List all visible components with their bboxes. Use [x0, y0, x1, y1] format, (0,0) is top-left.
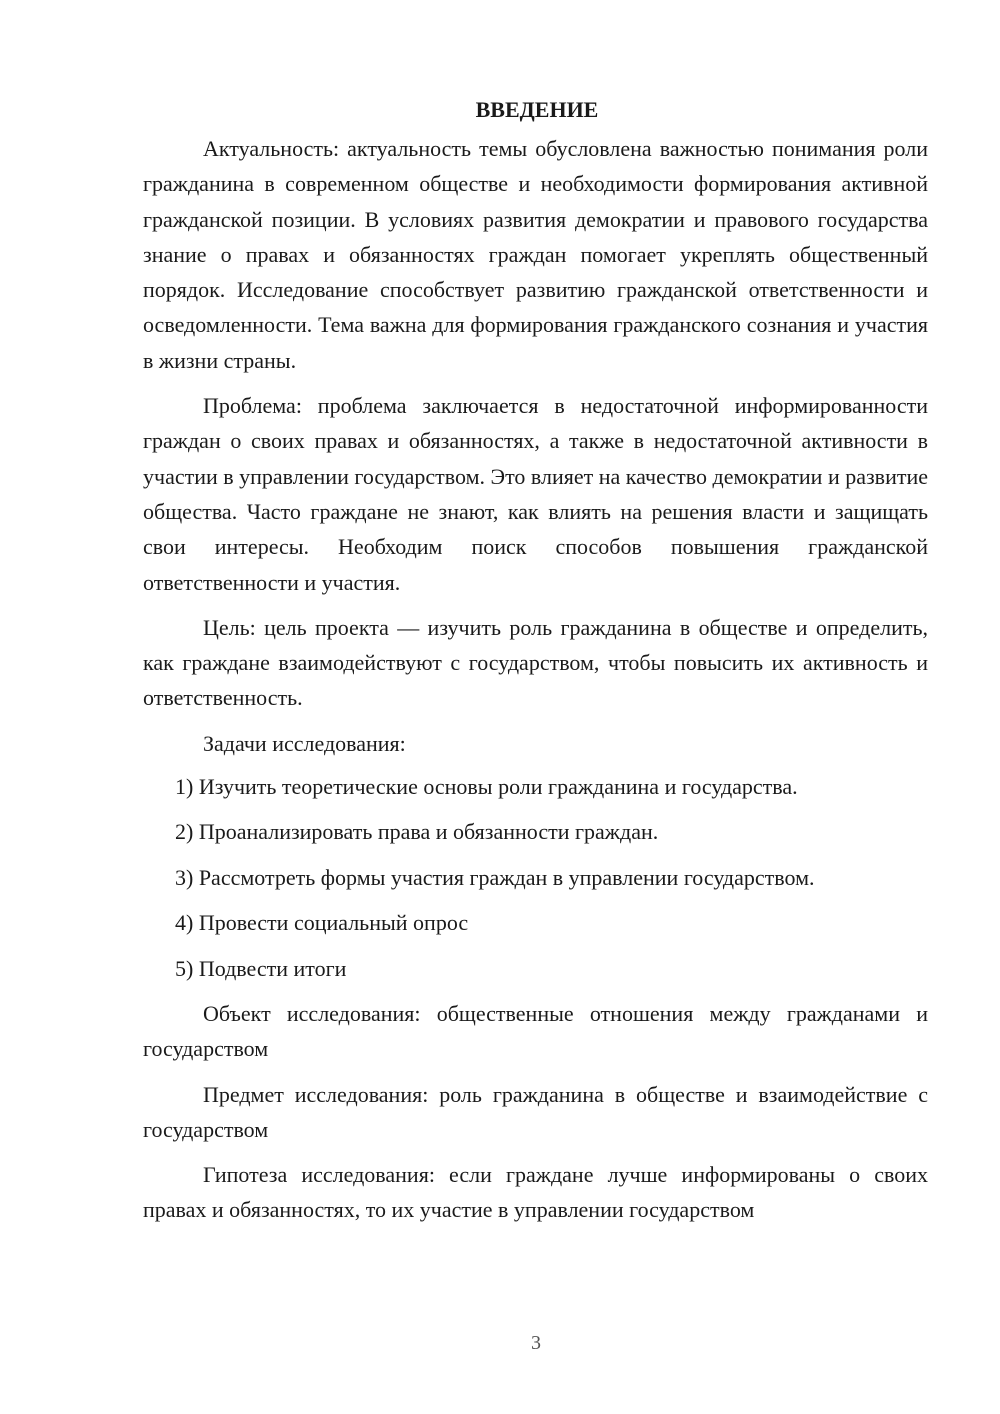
list-item: 1) Изучить теоретические основы роли гражданина и государства.: [175, 774, 798, 800]
paragraph-problem: Проблема: проблема заключается в недостаточной информированности граждан о своих правах и обязанностях, а также в недостаточной активности в участии в управлении государством. Это влияет на качество демократии и развитие общества. Часто граждане не знают, как влиять на решения власти и защищать свои интересы. Необходим поиск способов повышения гражданской ответственности и участия.: [143, 393, 928, 595]
paragraph-hypothesis: Гипотеза исследования: если граждане лучше информированы о своих правах и обязанностях, то их участие в управлении государством: [143, 1162, 928, 1223]
page-number: 3: [531, 1332, 541, 1354]
paragraph-object: Объект исследования: общественные отношения между гражданами и государством: [143, 1001, 928, 1062]
list-item: 3) Рассмотреть формы участия граждан в управлении государством.: [175, 864, 815, 890]
section-title: ВВЕДЕНИЕ: [475, 97, 599, 122]
tasks-list: [143, 769, 928, 986]
paragraph-goal: Цель: цель проекта — изучить роль гражданина в обществе и определить, как граждане взаимодействуют с государством, чтобы повысить их активность и ответственность.: [143, 614, 928, 711]
list-item: 4) Провести социальный опрос: [175, 910, 469, 936]
paragraph-subject: Предмет исследования: роль гражданина в обществе и взаимодействие с государством: [143, 1081, 928, 1142]
paragraph-relevance: Актуальность: актуальность темы обусловлена важностью понимания роли гражданина в современном обществе и необходимости формирования активной гражданской позиции. В условиях развития демократии и правового государства знание о правах и обязанностях граждан помогает укреплять общественный порядок. Исследование способствует развитию гражданской ответственности и осведомленности. Тема важна для формирования гражданского сознания и участия в жизни страны.: [143, 136, 928, 373]
tasks-heading: Задачи исследования:: [203, 730, 406, 756]
list-item: 5) Подвести итоги: [175, 955, 347, 981]
list-item: 2) Проанализировать права и обязанности граждан.: [175, 819, 659, 845]
page-content: [143, 92, 928, 1238]
